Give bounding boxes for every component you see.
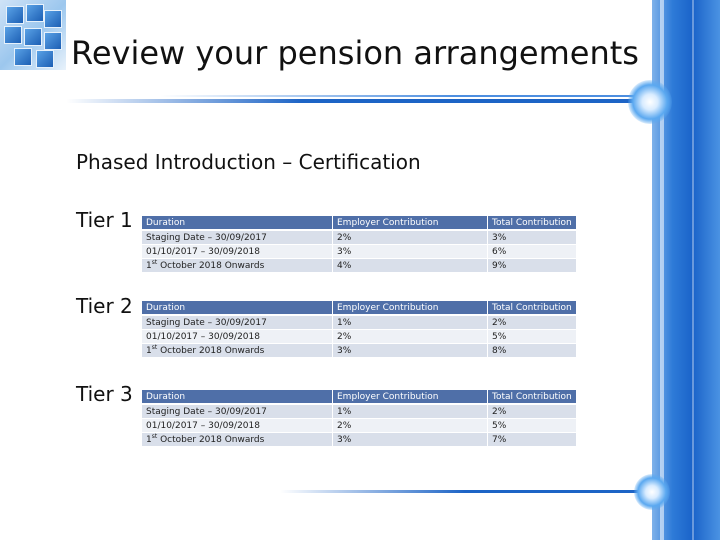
table-header-row <box>142 390 577 405</box>
tier-label: Tier 2 <box>76 294 133 318</box>
total-contribution-cell: 6% <box>488 245 577 259</box>
total-contribution-cell: 7% <box>488 433 577 447</box>
cube-logo-icon <box>0 0 66 70</box>
decorative-line <box>160 95 650 97</box>
duration-cell: Staging Date – 30/09/2017 <box>142 315 333 330</box>
duration-cell: 1st October 2018 Onwards <box>142 433 333 447</box>
table-header-row <box>142 216 577 231</box>
header-cell: Total Contribution <box>488 301 577 316</box>
table-row <box>142 419 577 433</box>
employer-contribution-cell: 3% <box>333 344 488 358</box>
table-row <box>142 344 577 358</box>
table-row <box>142 330 577 344</box>
duration-cell: 1st October 2018 Onwards <box>142 259 333 273</box>
header-cell: Employer Contribution <box>333 301 488 316</box>
total-contribution-cell: 5% <box>488 419 577 433</box>
right-decorative-panel <box>652 0 720 540</box>
duration-cell: 01/10/2017 – 30/09/2018 <box>142 419 333 433</box>
duration-cell: 01/10/2017 – 30/09/2018 <box>142 330 333 344</box>
header-cell: Employer Contribution <box>333 390 488 405</box>
total-contribution-cell: 5% <box>488 330 577 344</box>
duration-cell: 01/10/2017 – 30/09/2018 <box>142 245 333 259</box>
cube-tile <box>24 28 42 46</box>
table-row <box>142 259 577 273</box>
table-row <box>142 245 577 259</box>
decorative-line <box>280 490 650 493</box>
header-cell: Duration <box>142 301 333 316</box>
tier-table <box>141 389 577 447</box>
tier-table <box>141 215 577 273</box>
cube-tile <box>44 10 62 28</box>
duration-cell: 1st October 2018 Onwards <box>142 344 333 358</box>
header-cell: Employer Contribution <box>333 216 488 231</box>
section-subtitle: Phased Introduction – Certification <box>76 150 421 174</box>
glow-orb-icon <box>634 474 670 510</box>
duration-cell: Staging Date – 30/09/2017 <box>142 404 333 419</box>
tier-label: Tier 1 <box>76 208 133 232</box>
cube-tile <box>14 48 32 66</box>
header-cell: Duration <box>142 216 333 231</box>
employer-contribution-cell: 2% <box>333 419 488 433</box>
employer-contribution-cell: 3% <box>333 245 488 259</box>
table-header-row <box>142 301 577 316</box>
table-row <box>142 404 577 419</box>
page-title: Review your pension arrangements <box>71 34 639 72</box>
tier-table <box>141 300 577 358</box>
glow-orb-icon <box>628 80 672 124</box>
total-contribution-cell: 3% <box>488 230 577 245</box>
table-row <box>142 433 577 447</box>
cube-tile <box>26 4 44 22</box>
employer-contribution-cell: 3% <box>333 433 488 447</box>
header-cell: Duration <box>142 390 333 405</box>
total-contribution-cell: 2% <box>488 315 577 330</box>
employer-contribution-cell: 1% <box>333 404 488 419</box>
cube-tile <box>6 6 24 24</box>
total-contribution-cell: 2% <box>488 404 577 419</box>
employer-contribution-cell: 2% <box>333 330 488 344</box>
header-cell: Total Contribution <box>488 390 577 405</box>
table-row <box>142 315 577 330</box>
employer-contribution-cell: 2% <box>333 230 488 245</box>
tier-label: Tier 3 <box>76 382 133 406</box>
table-row <box>142 230 577 245</box>
cube-tile <box>4 26 22 44</box>
header-cell: Total Contribution <box>488 216 577 231</box>
total-contribution-cell: 8% <box>488 344 577 358</box>
decorative-line <box>66 99 656 103</box>
cube-tile <box>36 50 54 68</box>
duration-cell: Staging Date – 30/09/2017 <box>142 230 333 245</box>
employer-contribution-cell: 4% <box>333 259 488 273</box>
employer-contribution-cell: 1% <box>333 315 488 330</box>
total-contribution-cell: 9% <box>488 259 577 273</box>
